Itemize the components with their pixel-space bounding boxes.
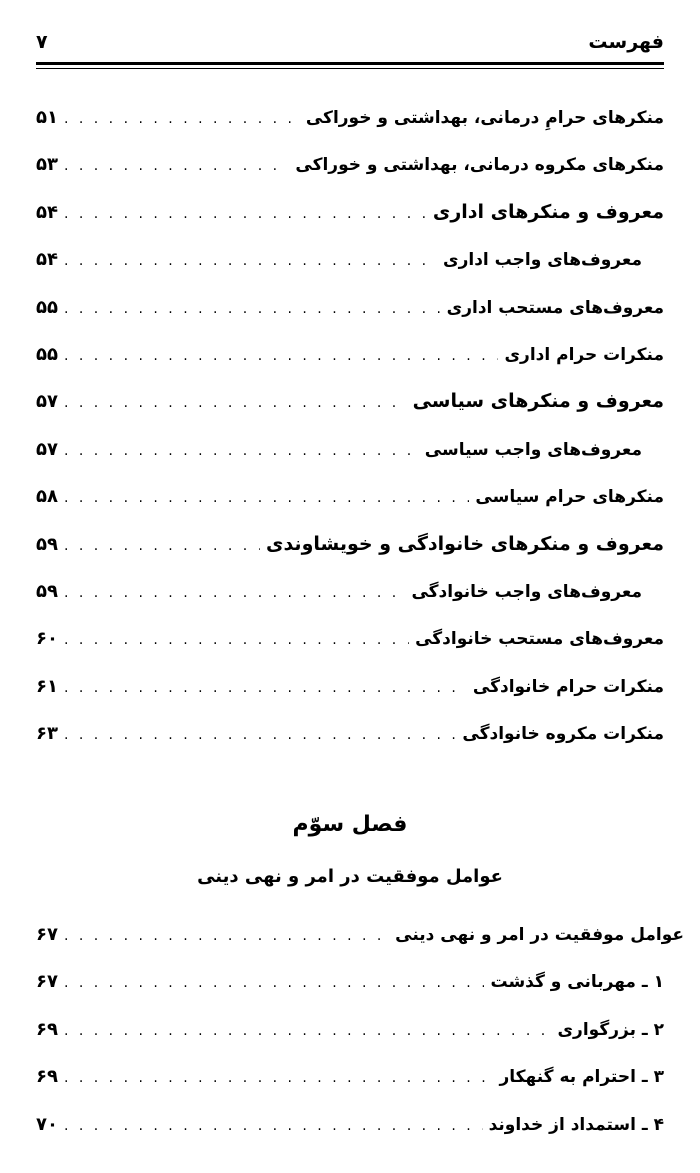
toc-entry[interactable]: ۱ ـ مهربانی و گذشت . . . ۶۷ (36, 958, 664, 1005)
running-title: فهرست (588, 31, 664, 53)
toc-entry[interactable]: معروف‌های واجب خانوادگی . . . ۵۹ (36, 568, 664, 615)
header-rule-thin (36, 68, 664, 69)
toc-entry[interactable]: منکرهای حرامِ درمانی، بهداشتی و خوراکی . . . ۵۱ (36, 94, 664, 141)
leader-dots (64, 191, 427, 238)
leader-dots (64, 380, 407, 427)
leader-dots (64, 570, 405, 617)
toc-entry[interactable]: منکرات حرام خانوادگی . . . ۶۱ (36, 663, 664, 710)
toc-page: ۷۰ (36, 1113, 58, 1135)
leader-dots (64, 523, 260, 570)
toc-section-1 (36, 94, 664, 757)
toc-page: ۵۳ (36, 154, 58, 176)
toc-entry[interactable]: ۴ ـ استمداد از خداوند . . . ۷۰ (36, 1101, 664, 1148)
toc-entry[interactable]: ۲ ـ بزرگواری . . . ۶۹ (36, 1006, 664, 1053)
page-number: ۷ (36, 31, 48, 53)
page-header (36, 22, 664, 62)
toc-page: ۶۷ (36, 924, 58, 945)
toc-entry[interactable]: معروف و منکرهای سیاسی . . . ۵۷ (36, 378, 664, 425)
toc-page: ۶۳ (36, 723, 58, 745)
toc-page: ۵۷ (36, 438, 58, 460)
leader-dots (64, 428, 419, 475)
toc-page: ۵۸ (36, 486, 58, 508)
toc-entry[interactable]: معروف‌های واجب اداری . . . ۵۴ (36, 236, 664, 283)
toc-page: ۶۰ (36, 628, 58, 650)
toc-page: ۶۹ (36, 1066, 58, 1088)
toc-page: ۵۵ (36, 296, 58, 318)
leader-dots (64, 960, 484, 1007)
toc-page: ۶۱ (36, 675, 58, 697)
leader-dots (64, 1055, 493, 1102)
leader-dots (64, 913, 389, 960)
toc-page: ۵۱ (36, 107, 58, 128)
header-rule-thick (36, 62, 664, 65)
leader-dots (64, 238, 437, 285)
leader-dots (64, 333, 498, 380)
toc-entry[interactable]: منکرات حرام اداری . . . ۵۵ (36, 331, 664, 378)
toc-page: ۵۴ (36, 249, 58, 271)
toc-page: ۶۹ (36, 1018, 58, 1040)
leader-dots (64, 143, 289, 190)
toc-entry[interactable]: معروف‌های مستحب اداری . . . ۵۵ (36, 284, 664, 331)
leader-dots (64, 286, 441, 333)
leader-dots (64, 1008, 551, 1055)
leader-dots (64, 665, 467, 712)
leader-dots (64, 1103, 483, 1150)
toc-entry[interactable]: معروف‌های واجب سیاسی . . . ۵۷ (36, 426, 664, 473)
toc-entry[interactable]: معروف و منکرهای اداری . . . ۵۴ (36, 189, 664, 236)
chapter-title: فصل سوّم (292, 812, 408, 837)
toc-entry[interactable]: منکرهای حرام سیاسی . . . ۵۸ (36, 473, 664, 520)
toc-page: ۵۹ (36, 580, 58, 602)
toc-section-2 (36, 911, 684, 1148)
chapter-subtitle: عوامل موفقیت در امر و نهی دینی (197, 866, 503, 887)
leader-dots (64, 712, 456, 759)
toc-page: ۵۹ (36, 533, 58, 555)
toc-page: ۵۷ (36, 391, 58, 413)
toc-entry[interactable]: ۳ ـ احترام به گنهکار . . . ۶۹ (36, 1053, 664, 1100)
toc-entry[interactable]: عوامل موفقیت در امر و نهی دینی . . . ۶۷ (36, 911, 684, 958)
toc-entry[interactable]: معروف‌های مستحب خانوادگی . . . ۶۰ (36, 615, 664, 662)
toc-entry[interactable]: منکرات مکروه خانوادگی . . . ۶۳ (36, 710, 664, 757)
toc-entry[interactable]: معروف و منکرهای خانوادگی و خویشاوندی . . . ۵۹ (36, 521, 664, 568)
leader-dots (64, 475, 469, 522)
toc-page: ۵۵ (36, 343, 58, 365)
leader-dots (64, 617, 409, 664)
toc-page: ۶۷ (36, 971, 58, 993)
toc-entry[interactable]: منکرهای مکروه درمانی، بهداشتی و خوراکی . . . ۵۳ (36, 141, 664, 188)
leader-dots (64, 96, 300, 143)
toc-page: ۵۴ (36, 201, 58, 223)
